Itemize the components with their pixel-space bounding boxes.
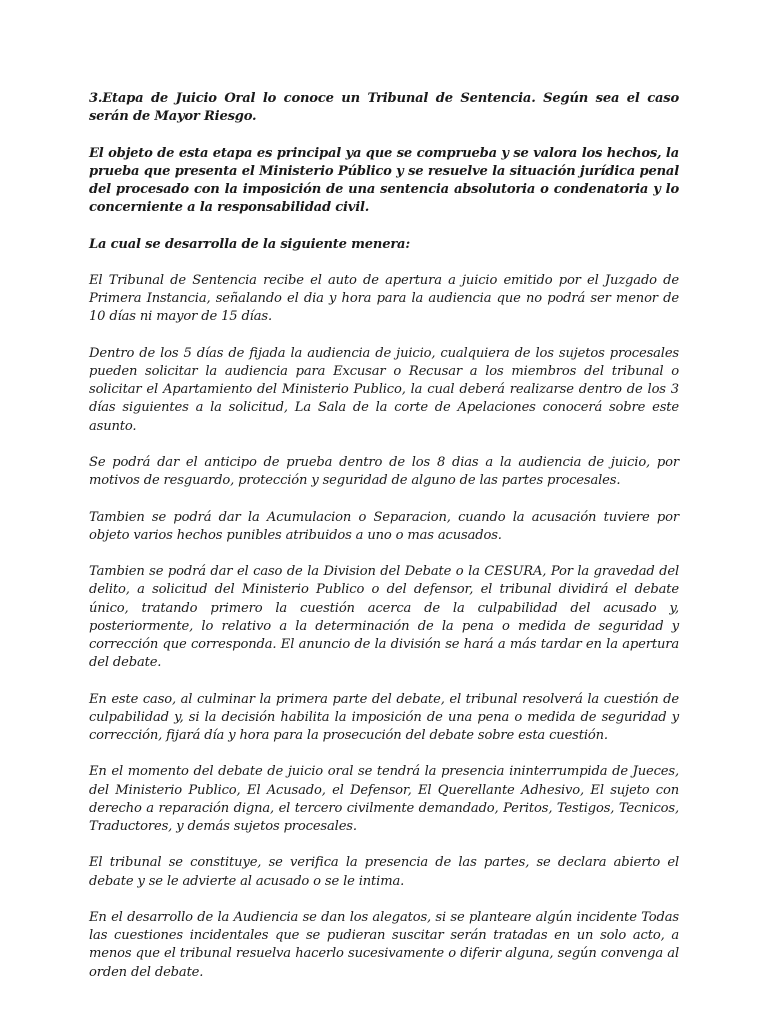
paragraph-anticipo-prueba: Se podrá dar el anticipo de prueba dentro de los 8 dias a la audiencia de juicio, por motivos de resguardo, protección y seguridad de alguno de las partes procesales. xyxy=(89,454,679,489)
paragraph-heading-etapa-juicio-oral: 3.Etapa de Juicio Oral lo conoce un Tribunal de Sentencia. Según sea el caso serán de Mayor Riesgo. xyxy=(89,91,679,125)
paragraph-alegatos-incidentes: En el desarrollo de la Audiencia se dan los alegatos, si se planteare algún incidente Todas las cuestiones incidentales que se pudieran suscitar serán tratadas en un solo acto, a menos que el tribunal resuelva hacerlo sucesivamente o diferir alguna, según convenga al orden del debate. xyxy=(89,909,679,980)
paragraph-desarrollo-intro: La cual se desarrolla de la siguiente menera: xyxy=(89,236,410,252)
paragraph-culpabilidad: En este caso, al culminar la primera parte del debate, el tribunal resolverá la cuestión de culpabilidad y, si la decisión habilita la imposición de una pena o medida de seguridad y corrección, fijará día y hora para la prosecución del debate sobre esta cuestión. xyxy=(89,691,679,743)
paragraph-excusar-recusar: Dentro de los 5 días de fijada la audiencia de juicio, cualquiera de los sujetos procesales pueden solicitar la audiencia para Excusar o Recusar a los miembros del tribunal o solicitar el Apartamiento del Ministerio Publico, la cual deberá realizarse dentro de los 3 días siguientes a la solicitud, La Sala de la corte de Apelaciones conocerá sobre este asunto. xyxy=(89,345,679,434)
document-page xyxy=(89,90,679,1000)
paragraph-auto-apertura: El Tribunal de Sentencia recibe el auto de apertura a juicio emitido por el Juzgado de Primera Instancia, señalando el dia y hora para la audiencia que no podrá ser menor de 10 días ni mayor de 15 días. xyxy=(89,272,679,325)
paragraph-presencia-ininterrumpida: En el momento del debate de juicio oral se tendrá la presencia ininterrumpida de Jueces, del Ministerio Publico, El Acusado, el Defensor, El Querellante Adhesivo, El sujeto con derecho a reparación digna, el tercero civilmente demandado, Peritos, Testigos, Tecnicos, Traductores, y demás sujetos procesales. xyxy=(89,764,679,834)
paragraph-objeto-etapa: El objeto de esta etapa es principal ya que se comprueba y se valora los hechos, la prueba que presenta el Ministerio Público y se resuelve la situación jurídica penal del procesado con la imposición de una sentencia absolutoria o condenatoria y lo concerniente a la responsabilidad civil. xyxy=(89,145,679,216)
paragraph-acumulacion-separacion: Tambien se podrá dar la Acumulacion o Separacion, cuando la acusación tuviere por objeto varios hechos punibles atribuidos a uno o mas acusados. xyxy=(89,509,679,543)
paragraph-division-debate-cesura: Tambien se podrá dar el caso de la Division del Debate o la CESURA, Por la gravedad del delito, a solicitud del Ministerio Publico o del defensor, el tribunal dividirá el debate único, tratando primero la cuestión acerca de la culpabilidad del acusado y, posteriormente, lo relativo a la determinación de la pena o medida de seguridad y corrección que corresponda. El anuncio de la división se hará a más tardar en la apertura del debate. xyxy=(89,564,679,671)
paragraph-tribunal-constituye: El tribunal se constituye, se verifica la presencia de las partes, se declara abierto el debate y se le advierte al acusado o se le intima. xyxy=(89,855,679,889)
